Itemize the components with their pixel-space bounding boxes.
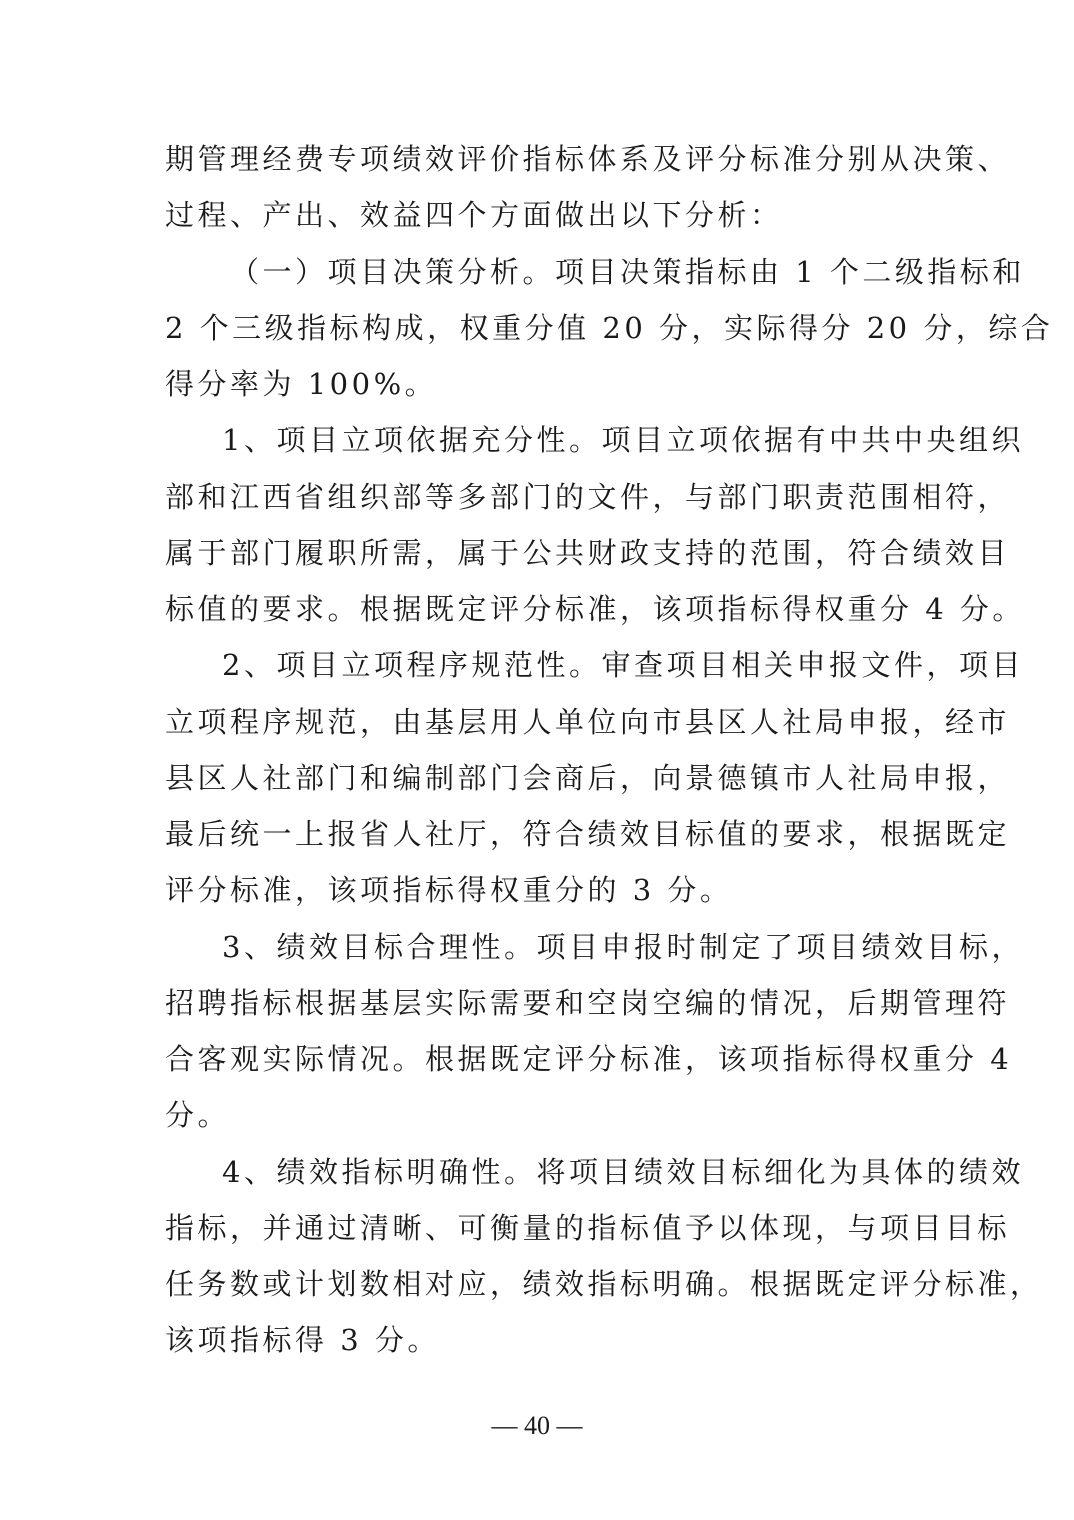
text-line: 属于部门履职所需，属于公共财政支持的范围，符合绩效目 <box>165 536 1011 570</box>
text-line: 分。 <box>165 1098 231 1132</box>
text-line: 合客观实际情况。根据既定评分标准，该项指标得权重分 4 <box>165 1042 1013 1076</box>
text-line: 评分标准，该项指标得权重分的 3 分。 <box>165 873 733 907</box>
text-line: 县区人社部门和编制部门会商后，向景德镇市人社局申报， <box>165 761 1011 795</box>
text-line: 指标，并通过清晰、可衡量的指标值予以体现，与项目目标 <box>165 1211 1011 1245</box>
item-heading-line: 4、绩效指标明确性。将项目绩效目标细化为具体的绩效 <box>222 1155 1024 1189</box>
item-heading-line: 1、项目立项依据充分性。项目立项依据有中共中央组织 <box>222 423 1024 457</box>
text-line: 招聘指标根据基层实际需要和空岗空编的情况，后期管理符 <box>165 986 1011 1020</box>
text-line: 该项指标得 3 分。 <box>165 1323 440 1357</box>
text-line: 过程、产出、效益四个方面做出以下分析： <box>165 198 783 232</box>
text-line: 最后统一上报省人社厅，符合绩效目标值的要求，根据既定 <box>165 817 1011 851</box>
text-line: 部和江西省组织部等多部门的文件，与部门职责范围相符， <box>165 480 1011 514</box>
text-line: 期管理经费专项绩效评价指标体系及评分标准分别从决策、 <box>165 142 1011 176</box>
item-heading-line: 3、绩效目标合理性。项目申报时制定了项目绩效目标， <box>222 930 1024 964</box>
page-number: — 40 — <box>491 1411 583 1440</box>
text-line: 得分率为 100%。 <box>165 367 438 401</box>
text-line: 立项程序规范，由基层用人单位向市县区人社局申报，经市 <box>165 705 1011 739</box>
item-heading-line: 2、项目立项程序规范性。审查项目相关申报文件，项目 <box>222 648 1024 682</box>
section-heading-line: （一）项目决策分析。项目决策指标由 1 个二级指标和 <box>230 255 1025 289</box>
text-line: 2 个三级指标构成，权重分值 20 分，实际得分 20 分，综合 <box>165 311 1054 345</box>
text-line: 标值的要求。根据既定评分标准，该项指标得权重分 4 分。 <box>165 592 1025 626</box>
text-line: 任务数或计划数相对应，绩效指标明确。根据既定评分标准， <box>165 1267 1043 1301</box>
